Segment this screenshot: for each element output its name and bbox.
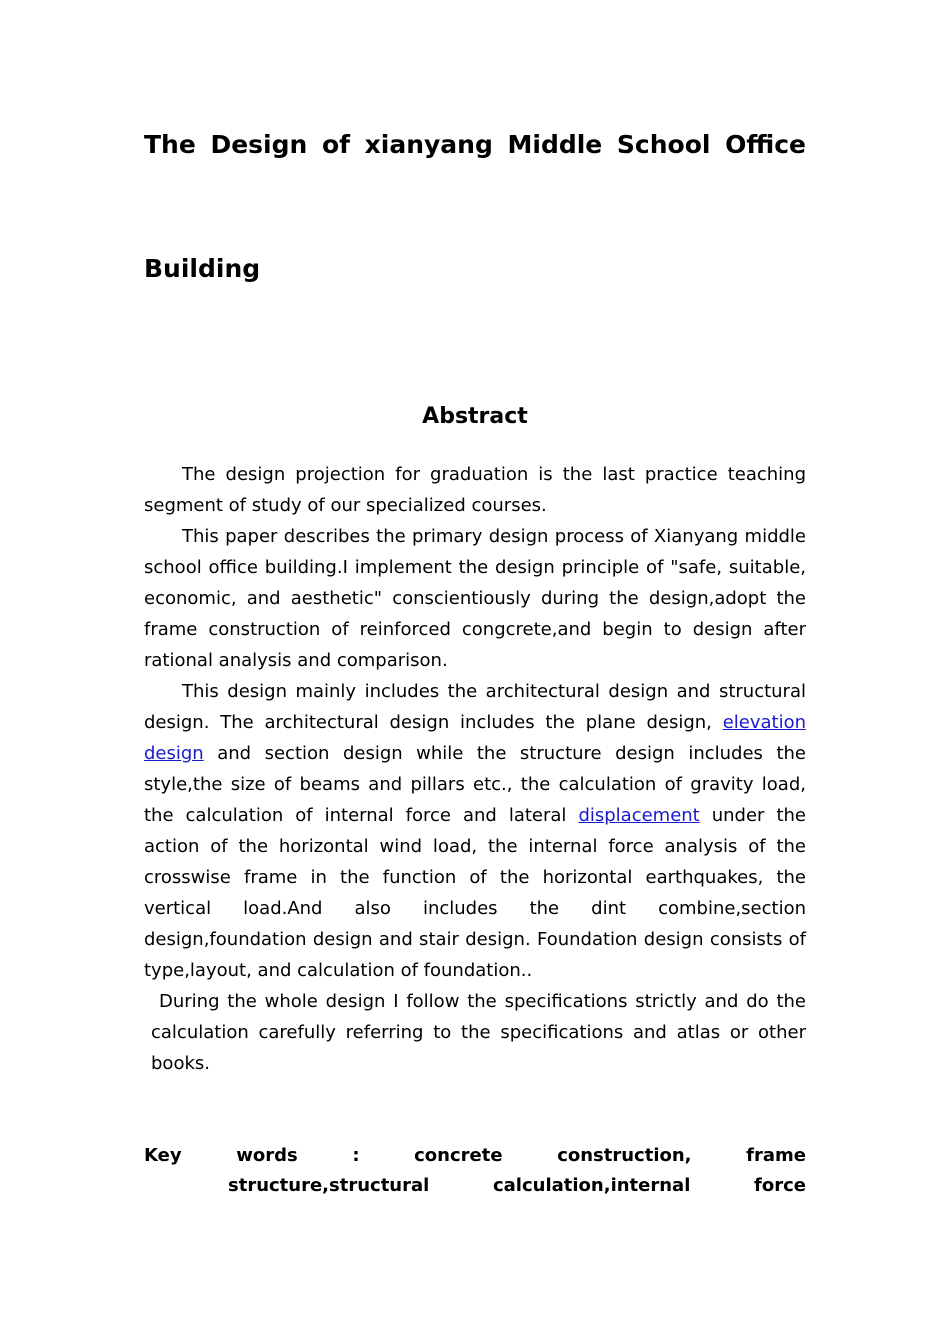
abstract-paragraph-2: This paper describes the primary design process of Xianyang middle school office building.I implement the design principle of "safe, suitable, economic, and aesthetic" conscientiously during the design,adopt the frame construction of reinforced congcrete,and begin to design after rational analysis and comparison.: [144, 526, 806, 671]
paragraph-3-text-b: and section design while the structure design includes the style,the size of beams and pillars etc., the calculation of gravity load, the calculation of internal force and lateral: [144, 743, 806, 826]
keyword-token: words: [236, 1145, 298, 1166]
title-line-1: The Design of xianyang Middle School Office: [144, 130, 806, 159]
paragraph-3-text-c: under the action of the horizontal wind load, the internal force analysis of the crosswise frame in the function of the horizontal earthquakes, the vertical load.And also includes the dint combine,section design,foundation design and stair design. Foundation design consists of type,layout, and calculation of foundation..: [144, 805, 806, 981]
paragraph-3-text-a: This design mainly includes the architectural design and structural design. The architectural design includes the plane design,: [144, 681, 806, 733]
abstract-heading: Abstract: [422, 404, 528, 429]
abstract-paragraph-1: The design projection for graduation is the last practice teaching segment of study of our specialized courses.: [144, 464, 806, 516]
keyword-token: concrete: [414, 1145, 503, 1166]
keyword-token: construction,: [557, 1145, 692, 1166]
keyword-token: force: [754, 1175, 806, 1196]
keyword-token: calculation,internal: [492, 1175, 691, 1196]
abstract-paragraph-3: [144, 676, 806, 986]
keywords-block: [144, 1141, 806, 1201]
keyword-token: structure,structural: [228, 1175, 430, 1196]
keyword-token: Key: [144, 1145, 182, 1166]
displacement-link[interactable]: displacement: [578, 805, 700, 826]
keywords-row-1: [144, 1141, 806, 1171]
abstract-paragraph-4: During the whole design I follow the specifications strictly and do the calculation carefully referring to the specifications and atlas or other books.: [151, 991, 806, 1074]
abstract-body: [144, 459, 806, 1079]
keyword-token: frame: [746, 1145, 806, 1166]
elevation-design-link[interactable]: elevation design: [144, 712, 806, 764]
keyword-token: :: [352, 1145, 360, 1166]
keywords-row-2: [228, 1171, 806, 1201]
title-line-2: Building: [144, 254, 261, 283]
